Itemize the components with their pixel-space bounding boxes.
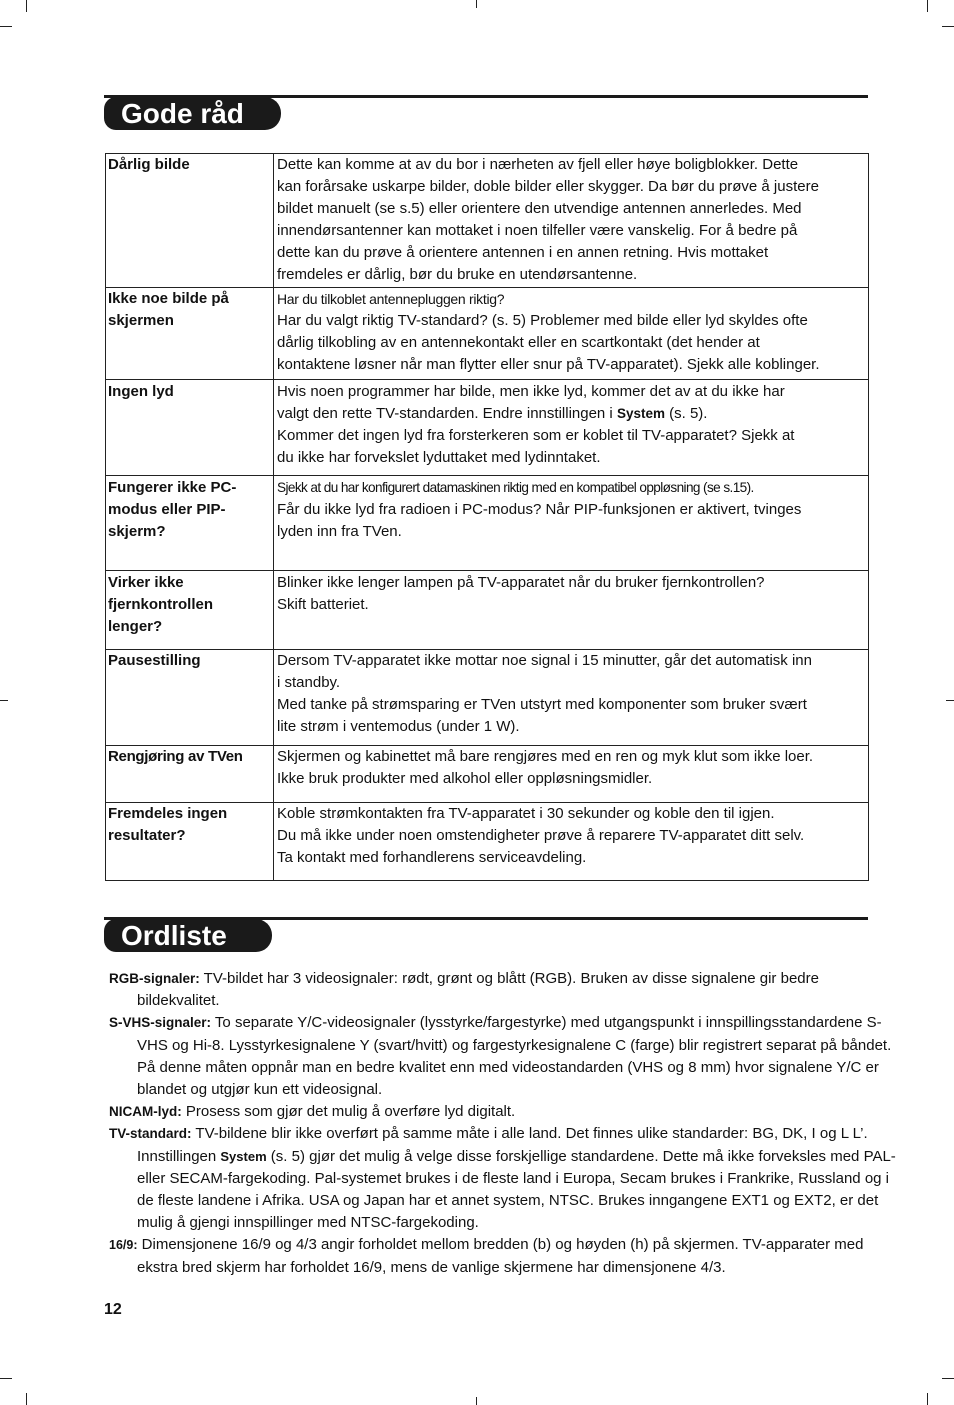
table-row	[106, 803, 869, 881]
table-row	[106, 476, 869, 571]
problem-label: Ikke noe bilde på skjermen	[106, 288, 274, 380]
table-row	[106, 288, 869, 380]
solution-text: Hvis noen programmer har bilde, men ikke lyd, kommer det av at du ikke har valgt den rette TV-standarden. Endre innstillingen i System (s. 5). Kommer det ingen lyd fra forsterkeren som er koblet til TV-apparatet? Sjekk at du ikke har forvekslet lyduttaket med lydinntaket.	[274, 380, 869, 476]
problem-label: Fremdeles ingen resultater?	[106, 803, 274, 881]
troubleshooting-table	[105, 153, 869, 881]
tips-section-header	[104, 95, 868, 131]
glossary-section-header	[104, 917, 868, 953]
tips-section-title: Gode råd	[104, 97, 281, 130]
solution-text: Blinker ikke lenger lampen på TV-apparatet når du bruker fjernkontrollen? Skift batteriet.	[274, 571, 869, 650]
crop-mark	[0, 26, 12, 27]
problem-label: Dårlig bilde	[106, 154, 274, 288]
glossary-term: TV-standard:	[109, 1126, 192, 1142]
crop-mark	[0, 700, 8, 701]
crop-mark	[476, 0, 477, 8]
crop-mark	[26, 0, 27, 12]
table-row	[106, 650, 869, 746]
crop-mark	[946, 700, 954, 701]
table-row	[106, 154, 869, 288]
crop-mark	[927, 1393, 928, 1405]
table-row	[106, 746, 869, 803]
crop-mark	[26, 1393, 27, 1405]
glossary-entry-aspect-ratio: 16/9: Dimensjonene 16/9 og 4/3 angir forholdet mellom bredden (b) og høyden (h) på skjermen. TV-apparater med ekstra bred skjerm har forholdet 16/9, mens de vanlige skjermene har dimensjonene 4/3.	[109, 1236, 864, 1276]
table-row	[106, 571, 869, 650]
page-number: 12	[104, 1301, 122, 1318]
crop-mark	[942, 1378, 954, 1379]
solution-text: Dette kan komme at av du bor i nærheten av fjell eller høye boligblokker. Dette kan forårsake uskarpe bilder, doble bilder eller skygger. Da bør du prøve å justere bildet manuelt (se s.5) eller orientere den utvendige antennen annerledes. Med innendørsantenner kan mottaket i noen tilfeller være vanskelig. For å bedre på dette kan du prøve å orientere antennen i en annen retning. Hvis mottaket fremdeles er dårlig, bør du bruke en utendørsantenne.	[274, 154, 869, 288]
crop-mark	[942, 26, 954, 27]
glossary-entry-tv-standard: TV-standard: TV-bildene blir ikke overført på samme måte i alle land. Det finnes ulike standarder: BG, DK, I og L L’. Innstillingen System (s. 5) gjør det mulig å velge disse forskjellige standardene. Dette må ikke forveksles med PAL- eller SECAM-fargekoding. Pal-systemet brukes i de fleste land i Europa, Secam brukes i Frankrike, Russland og i de fleste landene i Afrika. USA og Japan har et annet system, NTSC. Brukes inngangene EXT1 og EXT2, er det mulig å gjengi innspillinger med NTSC-fargekoding.	[109, 1125, 896, 1232]
problem-label: Fungerer ikke PC-modus eller PIP-skjerm?	[106, 476, 274, 571]
solution-text: Dersom TV-apparatet ikke mottar noe signal i 15 minutter, går det automatisk inn i standby. Med tanke på strømsparing er TVen utstyrt med komponenter som bruker svært lite strøm i ventemodus (under 1 W).	[274, 650, 869, 746]
solution-text: Koble strømkontakten fra TV-apparatet i 30 sekunder og koble den til igjen. Du må ikke under noen omstendigheter prøve å reparere TV-apparatet ditt selv. Ta kontakt med forhandlerens serviceavdeling.	[274, 803, 869, 881]
glossary-section-title: Ordliste	[104, 919, 272, 952]
glossary-entry-svhs: S-VHS-signaler: To separate Y/C-videosignaler (lysstyrke/fargestyrke) med utgangspunkt i innspillingsstandardene S-VHS og Hi-8. Lysstyrkesignalene Y (svart/hvitt) og fargestyrkesignalene C (farge) blir registrert separat på båndet. På denne måten oppnår man en bedre kvalitet enn med videostandarden (VHS og 8 mm) hvor signalene Y/C er blandet og utgjør kun ett videosignal.	[109, 1014, 892, 1099]
glossary-list	[109, 968, 899, 1279]
crop-mark	[927, 0, 928, 12]
problem-label: Pausestilling	[106, 650, 274, 746]
glossary-term: 16/9:	[109, 1238, 138, 1253]
table-row	[106, 380, 869, 476]
problem-label: Virker ikke fjernkontrollen lenger?	[106, 571, 274, 650]
glossary-entry-nicam: NICAM-lyd: Prosess som gjør det mulig å overføre lyd digitalt.	[109, 1103, 516, 1121]
glossary-entry-rgb: RGB-signaler: TV-bildet har 3 videosignaler: rødt, grønt og blått (RGB). Bruken av disse signalene gir bedre bildekvalitet.	[109, 970, 819, 1010]
glossary-term: NICAM-lyd:	[109, 1104, 182, 1120]
solution-text: Har du tilkoblet antennepluggen riktig? Har du valgt riktig TV-standard? (s. 5) Problemer med bilde eller lyd skyldes ofte dårlig tilkobling av en antennekontakt eller en scartkontakt (det hender at kontaktene løsner når man flytter eller snur på TV-apparatet). Sjekk alle koblinger.	[274, 288, 869, 380]
glossary-term: RGB-signaler:	[109, 971, 200, 986]
problem-label: Ingen lyd	[106, 380, 274, 476]
problem-label: Rengjøring av TVen	[106, 746, 274, 803]
solution-text: Skjermen og kabinettet må bare rengjøres med en ren og myk klut som ikke loer. Ikke bruk produkter med alkohol eller oppløsningsmidler.	[274, 746, 869, 803]
crop-mark	[476, 1397, 477, 1405]
solution-text: Sjekk at du har konfigurert datamaskinen riktig med en kompatibel oppløsning (se s.15). Får du ikke lyd fra radioen i PC-modus? Når PIP-funksjonen er aktivert, tvinges lyden inn fra TVen.	[274, 476, 869, 571]
glossary-term: S-VHS-signaler:	[109, 1015, 212, 1031]
crop-mark	[0, 1378, 12, 1379]
system-keyword: System	[220, 1148, 267, 1164]
system-keyword: System	[616, 406, 665, 421]
